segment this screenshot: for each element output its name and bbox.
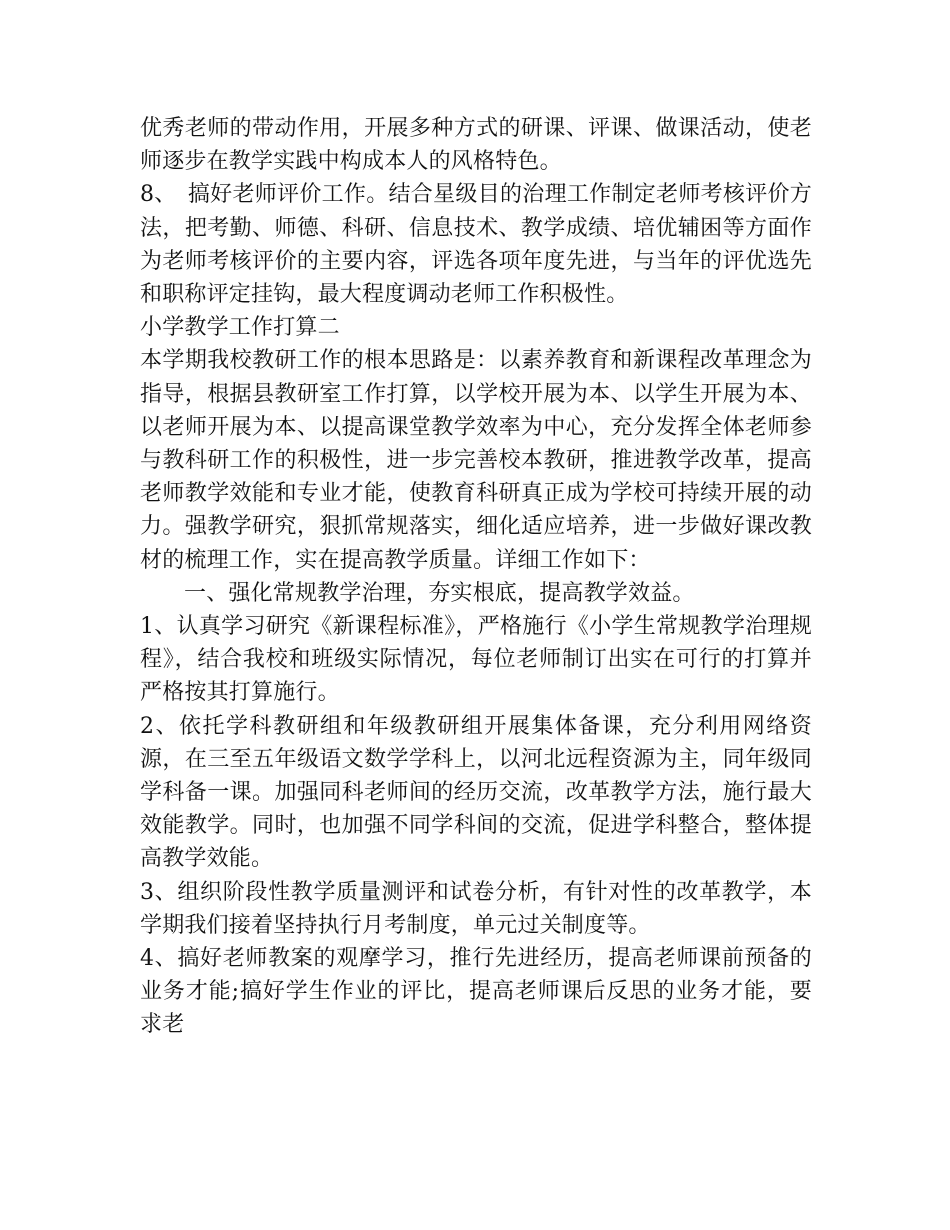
document-body xyxy=(140,112,812,1042)
paragraph-item-2: 2、依托学科教研组和年级教研组开展集体备课，充分利用网络资源，在三至五年级语文数学学科上，以河北远程资源为主，同年级同学科备一课。加强同科老师间的经历交流，改革教学方法，施行最大效能教学。同时，也加强不同学科间的交流，促进学科整合，整体提高教学效能。 xyxy=(140,713,812,872)
paragraph-intro: 本学期我校教研工作的根本思路是：以素养教育和新课程改革理念为指导，根据县教研室工作打算，以学校开展为本、以学生开展为本、以老师开展为本、以提高课堂教学效率为中心，充分发挥全体老师参与教科研工作的积极性，进一步完善校本教研，推进教学改革，提高老师教学效能和专业才能，使教育科研真正成为学校可持续开展的动力。强教学研究，狠抓常规落实，细化适应培养，进一步做好课改教材的梳理工作，实在提高教学质量。详细工作如下： xyxy=(140,348,812,573)
section-heading: 小学教学工作打算二 xyxy=(140,315,340,341)
paragraph-item-8: 8、 搞好老师评价工作。结合星级目的治理工作制定老师考核评价方法，把考勤、师德、科研、信息技术、教学成绩、培优辅困等方面作为老师考核评价的主要内容，评选各项年度先进，与当年的评优选先和职称评定挂钩，最大程度调动老师工作积极性。 xyxy=(140,182,812,308)
paragraph-item-1: 1、认真学习研究《新课程标准》，严格施行《小学生常规教学治理规程》，结合我校和班级实际情况，每位老师制订出实在可行的打算并严格按其打算施行。 xyxy=(140,614,812,706)
paragraph-item-3: 3、组织阶段性教学质量测评和试卷分析，有针对性的改革教学，本学期我们接着坚持执行月考制度，单元过关制度等。 xyxy=(140,879,812,938)
subheading-one: 一、强化常规教学治理，夯实根底，提高教学效益。 xyxy=(184,580,695,606)
paragraph-continuation: 优秀老师的带动作用，开展多种方式的研课、评课、做课活动，使老师逐步在教学实践中构成本人的风格特色。 xyxy=(140,116,812,175)
paragraph-item-4: 4、搞好老师教案的观摩学习，推行先进经历，提高老师课前预备的业务才能;搞好学生作业的评比，提高老师课后反思的业务才能，要求老 xyxy=(140,946,812,1038)
